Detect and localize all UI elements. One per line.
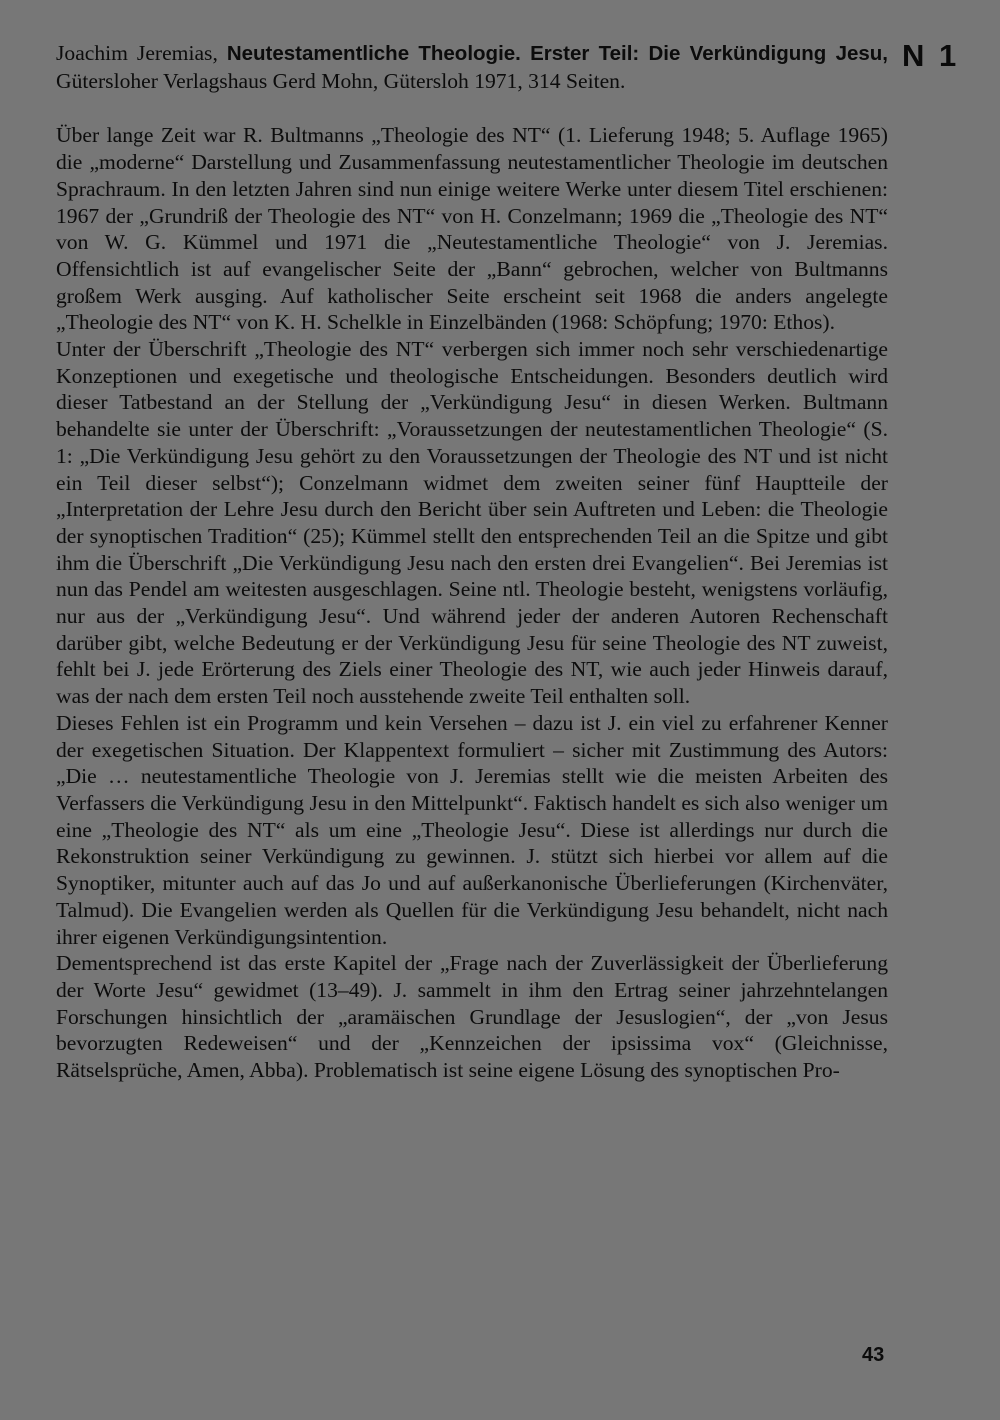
citation-header [56,40,888,94]
review-body [56,122,888,1083]
paragraph-3: Dieses Fehlen ist ein Programm und kein Versehen – dazu ist J. ein viel zu erfahrener Kenner der exegetischen Situation. Der Klappentext formuliert – sicher mit Zustimmung des Autors: „Die … neutestamentliche Theologie von J. Jeremias stellt wie die meisten Arbeiten des Verfassers die Verkündigung Jesu in den Mittelpunkt“. Faktisch handelt es sich also weniger um eine „Theologie des NT“ als um eine „Theologie Jesu“. Diese ist allerdings nur durch die Rekonstruktion seiner Verkündigung zu gewinnen. J. stützt sich hierbei vor allem auf die Synoptiker, mitunter auch auf das Jo und auf außerkanonische Überlieferungen (Kirchenväter, Talmud). Die Evangelien werden als Quellen für die Verkündigung Jesu behandelt, nicht nach ihrer eigenen Verkündigungsintention. [56,710,888,949]
citation-author: Joachim Jeremias, [56,41,227,65]
paragraph-2: Unter der Überschrift „Theologie des NT“ verbergen sich immer noch sehr verschiedenartige Konzeptionen und exegetische und theologische Entscheidungen. Besonders deutlich wird dieser Tatbestand an der Stellung der „Verkündigung Jesu“ in diesen Werken. Bultmann behandelte sie unter der Überschrift: „Voraussetzungen der neutestamentlichen Theologie“ (S. 1: „Die Verkündigung Jesu gehört zu den Voraussetzungen der Theologie des NT und ist nicht ein Teil dieser selbst“); Conzelmann widmet dem zweiten seiner fünf Hauptteile der „Interpretation der Lehre Jesu durch den Bericht über sein Auftreten und Leben: die Theologie der synoptischen Tradition“ (25); Kümmel stellt den entsprechenden Teil an die Spitze und gibt ihm die Überschrift „Die Verkündigung Jesu nach den ersten drei Evangelien“. Bei Jeremias ist nun das Pendel am weitesten ausgeschlagen. Seine ntl. Theologie besteht, wenigstens vorläufig, nur aus der „Verkündigung Jesu“. Und während jeder der anderen Autoren Rechenschaft darüber gibt, welche Bedeutung er der Verkündigung Jesu für seine Theologie des NT zuweist, fehlt bei J. jede Erörterung des Ziels einer Theologie des NT, wie auch jeder Hinweis darauf, was der nach dem ersten Teil noch ausstehende zweite Teil enthalten soll. [56,337,888,709]
page-text [56,40,888,1084]
paragraph-1: Über lange Zeit war R. Bultmanns „Theologie des NT“ (1. Lieferung 1948; 5. Auflage 1965) die „moderne“ Darstellung und Zusammenfassung neutestamentlicher Theologie im deutschen Sprachraum. In den letzten Jahren sind nun einige weitere Werke unter diesem Titel erschienen: 1967 der „Grundriß der Theologie des NT“ von H. Conzelmann; 1969 die „Theologie des NT“ von W. G. Kümmel und 1971 die „Neutestamentliche Theologie“ von J. Jeremias. Offensichtlich ist auf evangelischer Seite der „Bann“ gebrochen, welcher von Bultmanns großem Werk ausging. Auf katholischer Seite erscheint seit 1968 die anders angelegte „Theologie des NT“ von K. H. Schelkle in Einzelbänden (1968: Schöpfung; 1970: Ethos). [56,123,888,335]
citation [56,40,888,94]
section-marker: N 1 [902,38,960,73]
page-number: 43 [862,1344,885,1366]
paragraph-4: Dementsprechend ist das erste Kapitel der „Frage nach der Zuverlässigkeit der Überlieferung der Worte Jesu“ gewidmet (13–49). J. sammelt in ihm den Ertrag seiner jahrzehntelangen Forschungen hinsichtlich der „aramäischen Grundlage der Jesuslogien“, der „von Jesus bevorzugten Redeweisen“ und der „Kennzeichen der ipsissima vox“ (Gleichnisse, Rätselsprüche, Amen, Abba). Problematisch ist seine eigene Lösung des synoptischen Pro- [56,951,888,1083]
citation-title: Neutestamentliche Theologie. Erster Teil: Die Verkündigung Jesu, [226,42,888,65]
citation-publisher: Gütersloher Verlagshaus Gerd Mohn, Gütersloh 1971, 314 Seiten. [56,68,626,93]
